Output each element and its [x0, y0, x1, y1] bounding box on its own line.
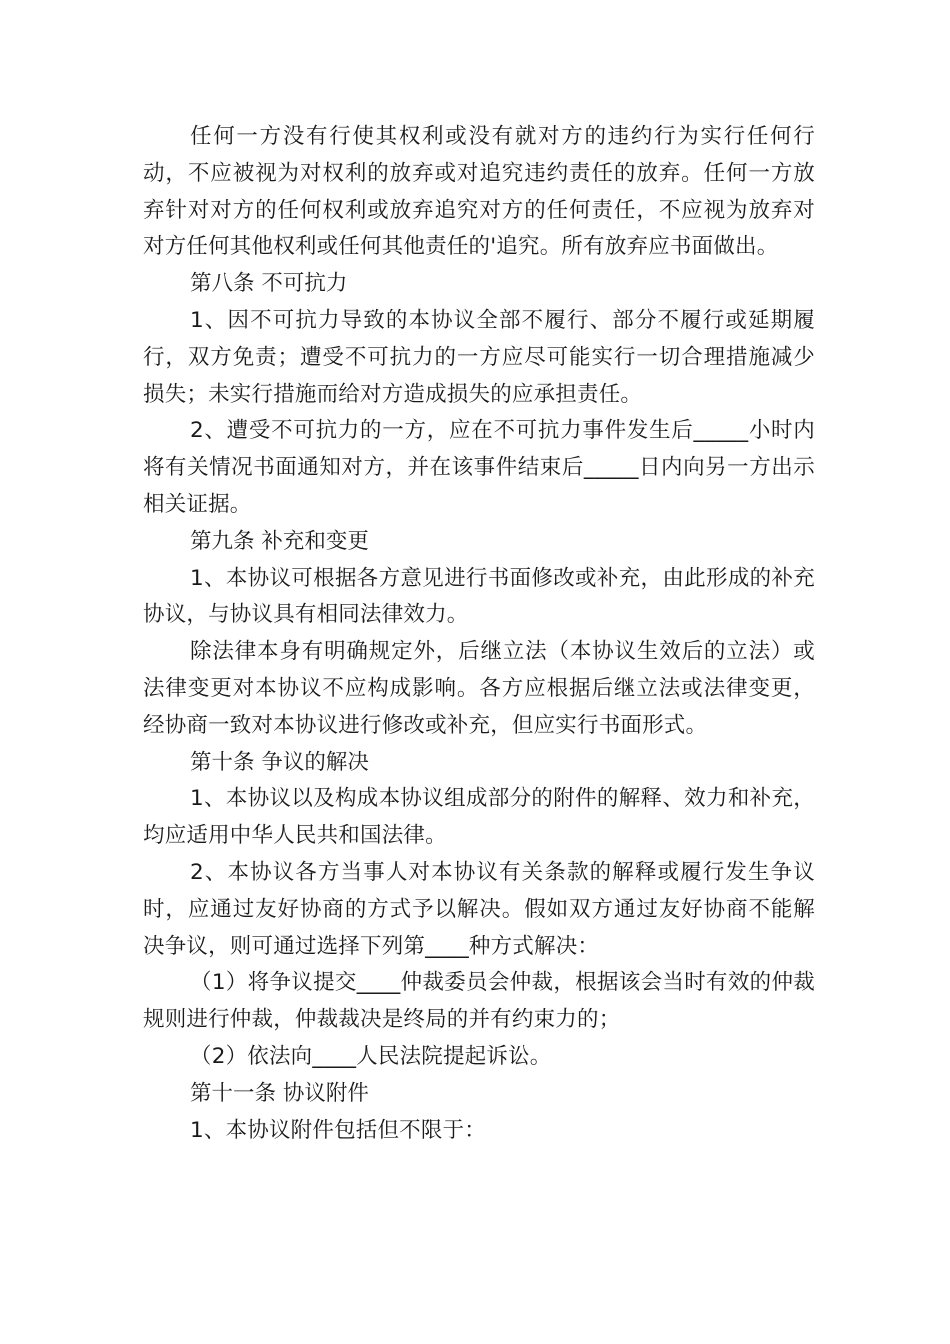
article-10-option-2: （2）依法向____人民法院提起诉讼。: [190, 1043, 552, 1069]
waiver-paragraph: 任何一方没有行使其权利或没有就对方的违约行为实行任何行动，不应被视为对权利的放弃或对追究违约责任的放弃。任何一方放弃针对对方的任何权利或放弃追究对方的任何责任，不应视为放弃对对方任何其他权利或任何其他责任的'追究。所有放弃应书面做出。: [143, 124, 815, 260]
document-body: [143, 119, 815, 1149]
article-8-clause-1: 1、因不可抗力导致的本协议全部不履行、部分不履行或延期履行，双方免责；遭受不可抗力的一方应尽可能实行一切合理措施减少损失；未实行措施而给对方造成损失的应承担责任。: [143, 307, 815, 407]
article-9-clause-2: 除法律本身有明确规定外，后继立法（本协议生效后的立法）或法律变更对本协议不应构成影响。各方应根据后继立法或法律变更，经协商一致对本协议进行修改或补充，但应实行书面形式。: [143, 639, 815, 738]
article-9-heading: 第九条 补充和变更: [190, 528, 369, 554]
article-10-option-1: （1）将争议提交____仲裁委员会仲裁，根据该会当时有效的仲裁规则进行仲裁，仲裁裁决是终局的并有约束力的；: [143, 970, 815, 1033]
article-11-heading: 第十一条 协议附件: [190, 1080, 369, 1106]
article-9-clause-1: 1、本协议可根据各方意见进行书面修改或补充，由此形成的补充协议，与协议具有相同法律效力。: [143, 565, 815, 628]
article-10-heading: 第十条 争议的解决: [190, 749, 369, 775]
article-10-clause-1: 1、本协议以及构成本协议组成部分的附件的解释、效力和补充，均应适用中华人民共和国法律。: [143, 786, 815, 849]
article-10-clause-2: 2、本协议各方当事人对本协议有关条款的解释或履行发生争议时，应通过友好协商的方式予以解决。假如双方通过友好协商不能解决争议，则可通过选择下列第____种方式解决：: [143, 859, 815, 959]
article-8-clause-2: 2、遭受不可抗力的一方，应在不可抗力事件发生后_____小时内将有关情况书面通知对方，并在该事件结束后_____日内向另一方出示相关证据。: [143, 418, 815, 517]
article-8-heading: 第八条 不可抗力: [190, 271, 348, 297]
article-11-clause-1: 1、本协议附件包括但不限于：: [190, 1117, 486, 1143]
